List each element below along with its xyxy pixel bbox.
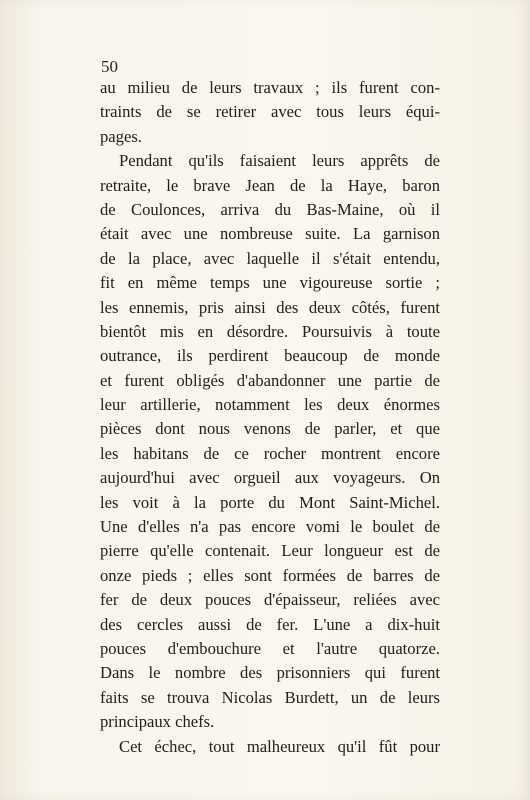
text-line: des cercles aussi de fer. L'une a dix-huit — [100, 614, 440, 634]
text-line: était avec une nombreuse suite. La garnison — [100, 224, 440, 244]
text-line: de la place, avec laquelle il s'était entendu, — [100, 248, 440, 268]
text-line: pouces d'embouchure et l'autre quatorze. — [100, 638, 440, 658]
text-line: pierre qu'elle contenait. Leur longueur est de — [100, 541, 440, 561]
text-line: pièces dont nous venons de parler, et que — [100, 419, 440, 439]
text-line: onze pieds ; elles sont formées de barres de — [100, 565, 440, 585]
text-line: Cet échec, tout malheureux qu'il fût pour — [119, 736, 440, 756]
text-line: les ennemis, pris ainsi des deux côtés, furent — [100, 297, 440, 317]
text-line: Pendant qu'ils faisaient leurs apprêts de — [119, 151, 440, 171]
text-line: les habitans de ce rocher montrent encore — [100, 443, 440, 463]
text-line: fer de deux pouces d'épaisseur, reliées avec — [100, 590, 440, 610]
body-text — [100, 76, 440, 759]
text-line: aujourd'hui avec orgueil aux voyageurs. On — [100, 468, 440, 488]
text-line: au milieu de leurs travaux ; ils furent con- — [100, 78, 440, 97]
text-line: Une d'elles n'a pas encore vomi le boulet de — [100, 517, 440, 537]
text-line: fit en même temps une vigoureuse sortie ; — [100, 273, 440, 293]
text-line: pages. — [100, 126, 142, 146]
text-line: de Coulonces, arriva du Bas-Maine, où il — [100, 199, 440, 219]
text-line: Dans le nombre des prisonniers qui furent — [100, 663, 440, 683]
text-line: leur artillerie, notamment les deux énormes — [100, 395, 440, 415]
page-number: 50 — [101, 57, 118, 76]
text-line: et furent obligés d'abandonner une partie de — [100, 370, 440, 390]
text-line: faits se trouva Nicolas Burdett, un de leurs — [100, 687, 440, 707]
text-line: les voit à la porte du Mont Saint-Michel. — [100, 492, 440, 512]
text-line: retraite, le brave Jean de la Haye, baron — [100, 175, 440, 195]
text-line: outrance, ils perdirent beaucoup de monde — [100, 346, 440, 366]
text-line: bientôt mis en désordre. Poursuivis à toute — [100, 321, 440, 341]
text-line: principaux chefs. — [100, 712, 215, 732]
text-line: traints de se retirer avec tous leurs équi- — [100, 102, 440, 122]
